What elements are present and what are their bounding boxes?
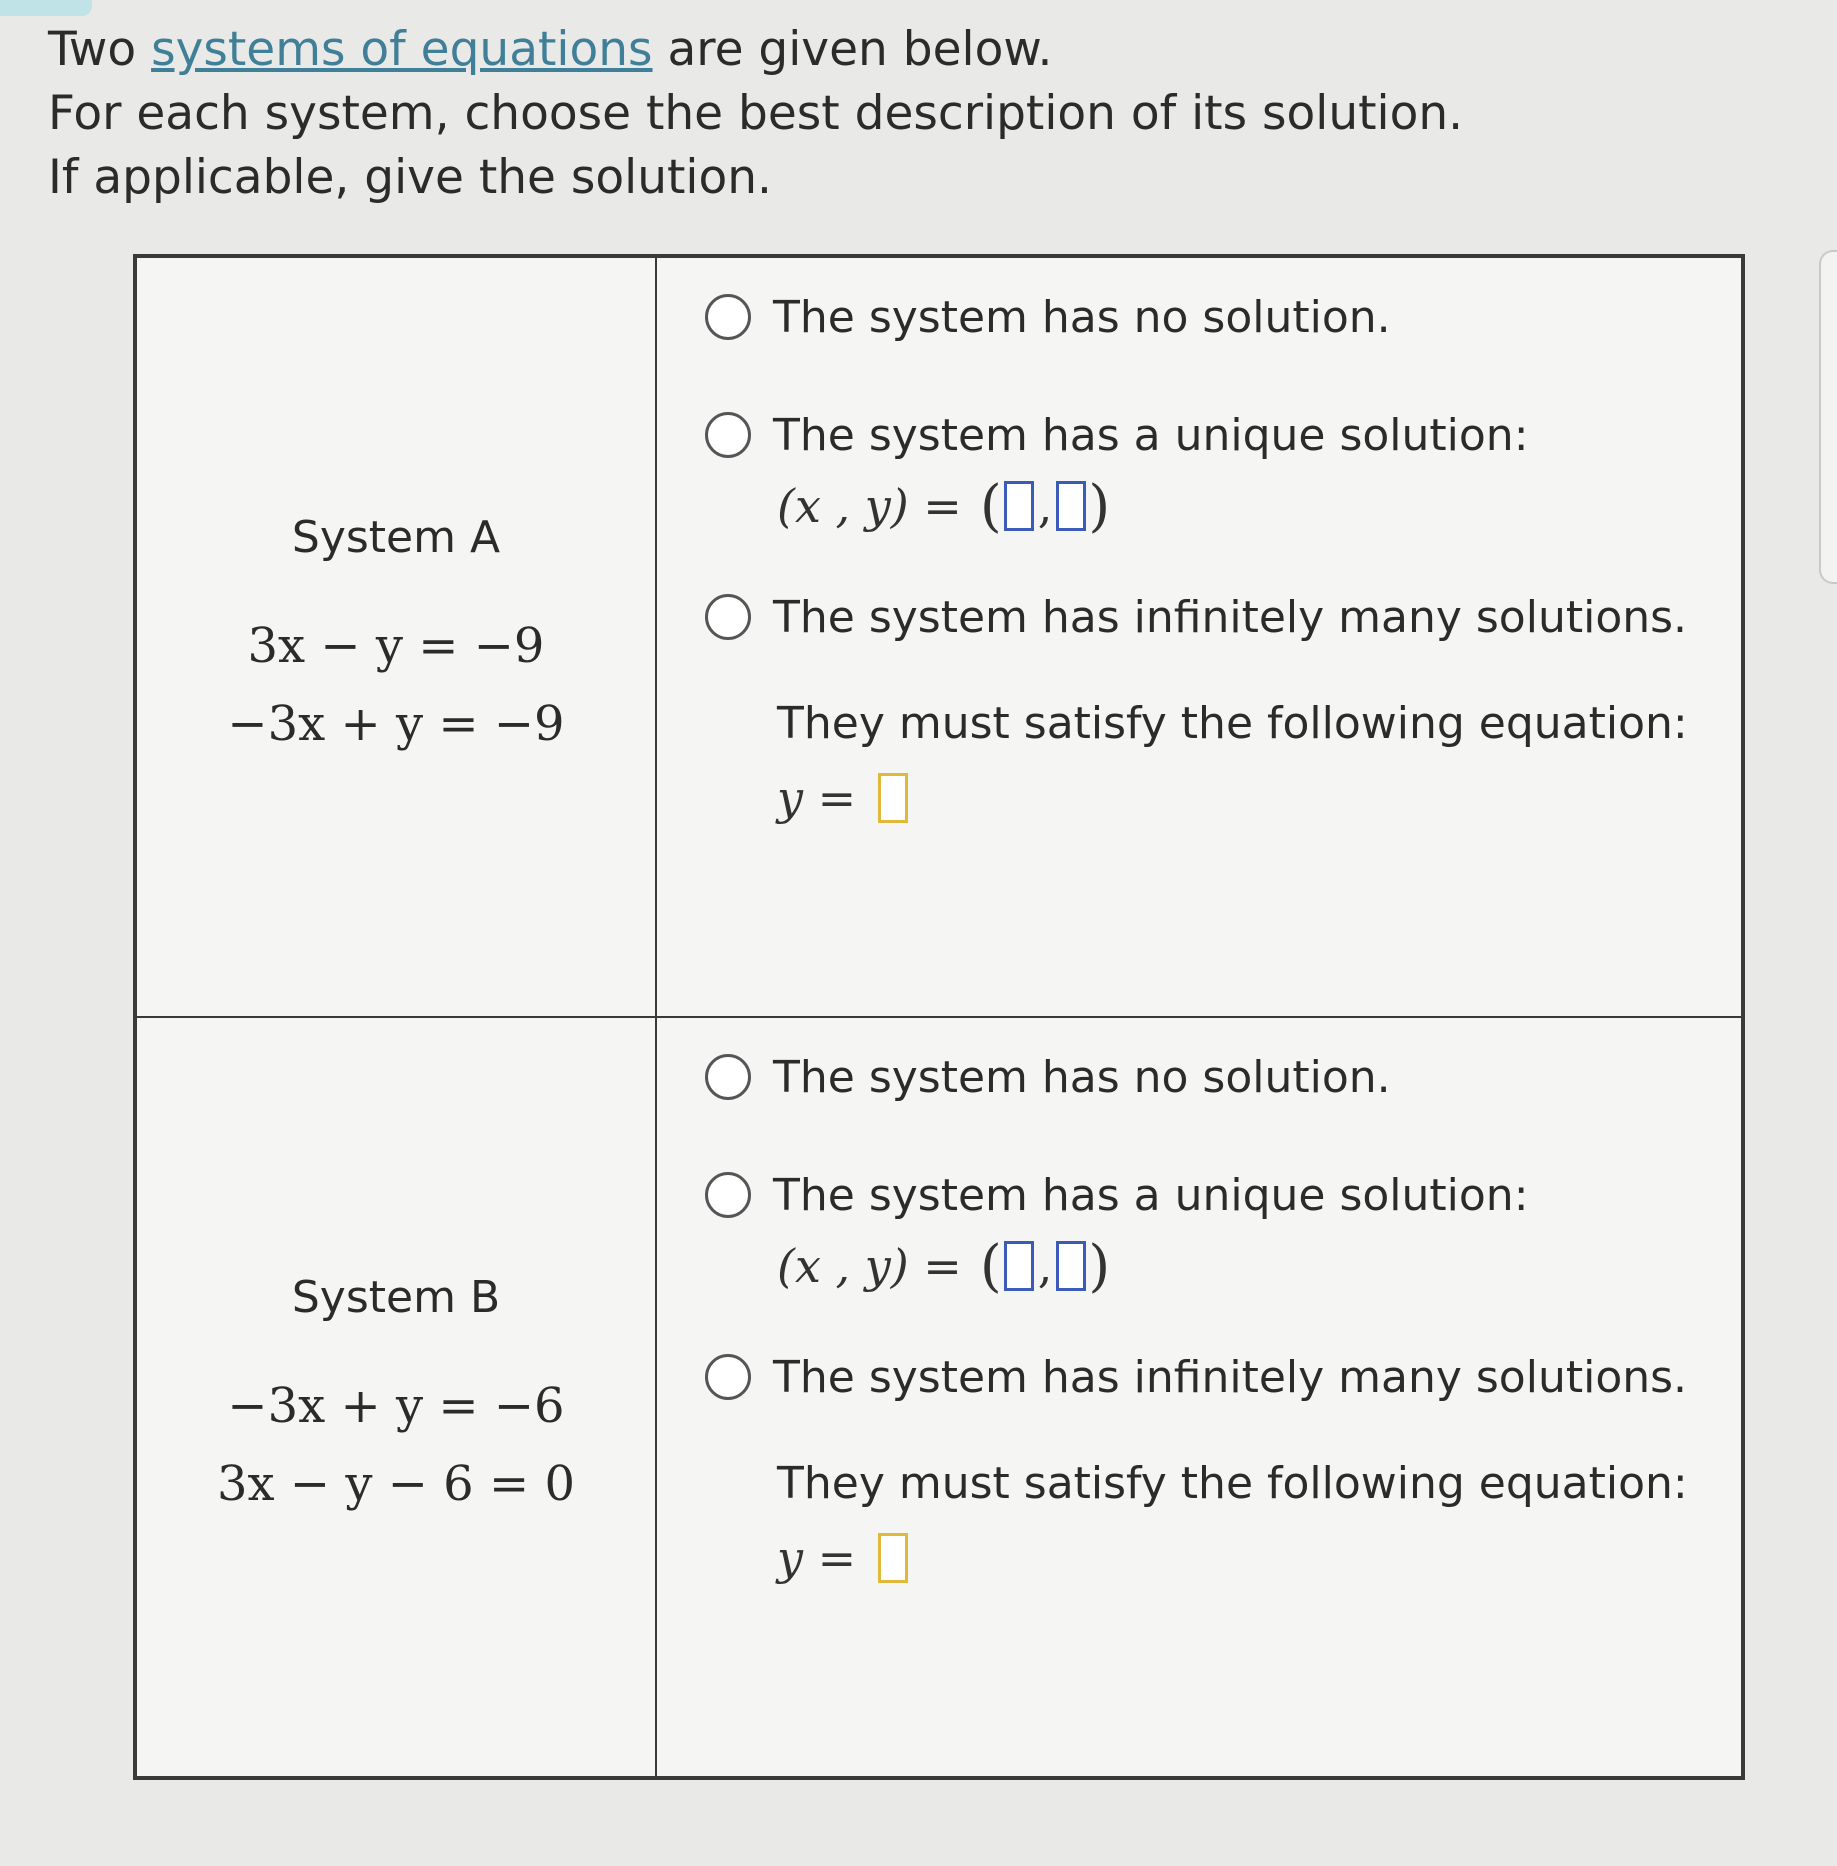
systems-of-equations-link[interactable]: systems of equations: [151, 22, 653, 77]
system-a-options: [656, 257, 1742, 1017]
system-a-title: System A: [291, 511, 501, 563]
system-a-option-unique[interactable]: [705, 404, 1701, 466]
option-label: The system has infinitely many solutions.: [773, 591, 1688, 643]
radio-button[interactable]: [705, 1354, 751, 1400]
intro-text: are given below.: [652, 22, 1053, 77]
option-label: The system has a unique solution:: [773, 1169, 1529, 1221]
intro-text: Two: [48, 22, 152, 77]
system-b-y-row: [705, 1518, 1701, 1598]
radio-button[interactable]: [705, 1172, 751, 1218]
system-a-y-equation-input[interactable]: [878, 773, 908, 823]
system-b-cell: [136, 1017, 656, 1777]
system-a-equation-2: −3x + y = −9: [227, 695, 565, 752]
system-a-must-satisfy: They must satisfy the following equation:: [777, 697, 1688, 749]
side-panel-handle[interactable]: [1819, 250, 1837, 584]
system-b-options: [656, 1017, 1742, 1777]
system-a-option-infinite[interactable]: [705, 586, 1701, 648]
system-a-y-input[interactable]: [1056, 481, 1086, 531]
system-b-equation-1: −3x + y = −6: [227, 1377, 565, 1434]
system-a-xy-row: (x , y) = ( , ): [777, 473, 1111, 539]
option-label: The system has a unique solution:: [773, 409, 1529, 461]
system-a-option-no-solution[interactable]: [705, 286, 1701, 348]
system-a-x-input[interactable]: [1004, 481, 1034, 531]
option-label: The system has no solution.: [773, 1051, 1391, 1103]
system-b-title: System B: [291, 1271, 501, 1323]
system-b-must-satisfy: They must satisfy the following equation:: [777, 1457, 1688, 1509]
y-label: y =: [777, 1531, 857, 1585]
instructions: [48, 18, 1463, 210]
y-label: y =: [777, 771, 857, 825]
radio-button[interactable]: [705, 412, 751, 458]
systems-table: [133, 254, 1745, 1780]
system-b-option-infinite[interactable]: [705, 1346, 1701, 1408]
radio-button[interactable]: [705, 1054, 751, 1100]
radio-button[interactable]: [705, 594, 751, 640]
system-b-xy-row: (x , y) = ( , ): [777, 1233, 1111, 1299]
system-b-y-input[interactable]: [1056, 1241, 1086, 1291]
option-label: The system has no solution.: [773, 291, 1391, 343]
system-b-x-input[interactable]: [1004, 1241, 1034, 1291]
corner-tab: [0, 0, 92, 16]
xy-label: (x , y) =: [777, 1239, 962, 1293]
system-b-y-equation-input[interactable]: [878, 1533, 908, 1583]
intro-line-2: For each system, choose the best description of its solution.: [48, 86, 1464, 141]
intro-line-3: If applicable, give the solution.: [48, 150, 772, 205]
system-a-y-row: [705, 758, 1701, 838]
system-a-cell: [136, 257, 656, 1017]
xy-label: (x , y) =: [777, 479, 962, 533]
system-b-equation-2: 3x − y − 6 = 0: [216, 1455, 575, 1512]
option-label: The system has infinitely many solutions.: [773, 1351, 1688, 1403]
system-a-equation-1: 3x − y = −9: [247, 617, 545, 674]
system-b-option-no-solution[interactable]: [705, 1046, 1701, 1108]
system-b-option-unique[interactable]: [705, 1164, 1701, 1226]
radio-button[interactable]: [705, 294, 751, 340]
